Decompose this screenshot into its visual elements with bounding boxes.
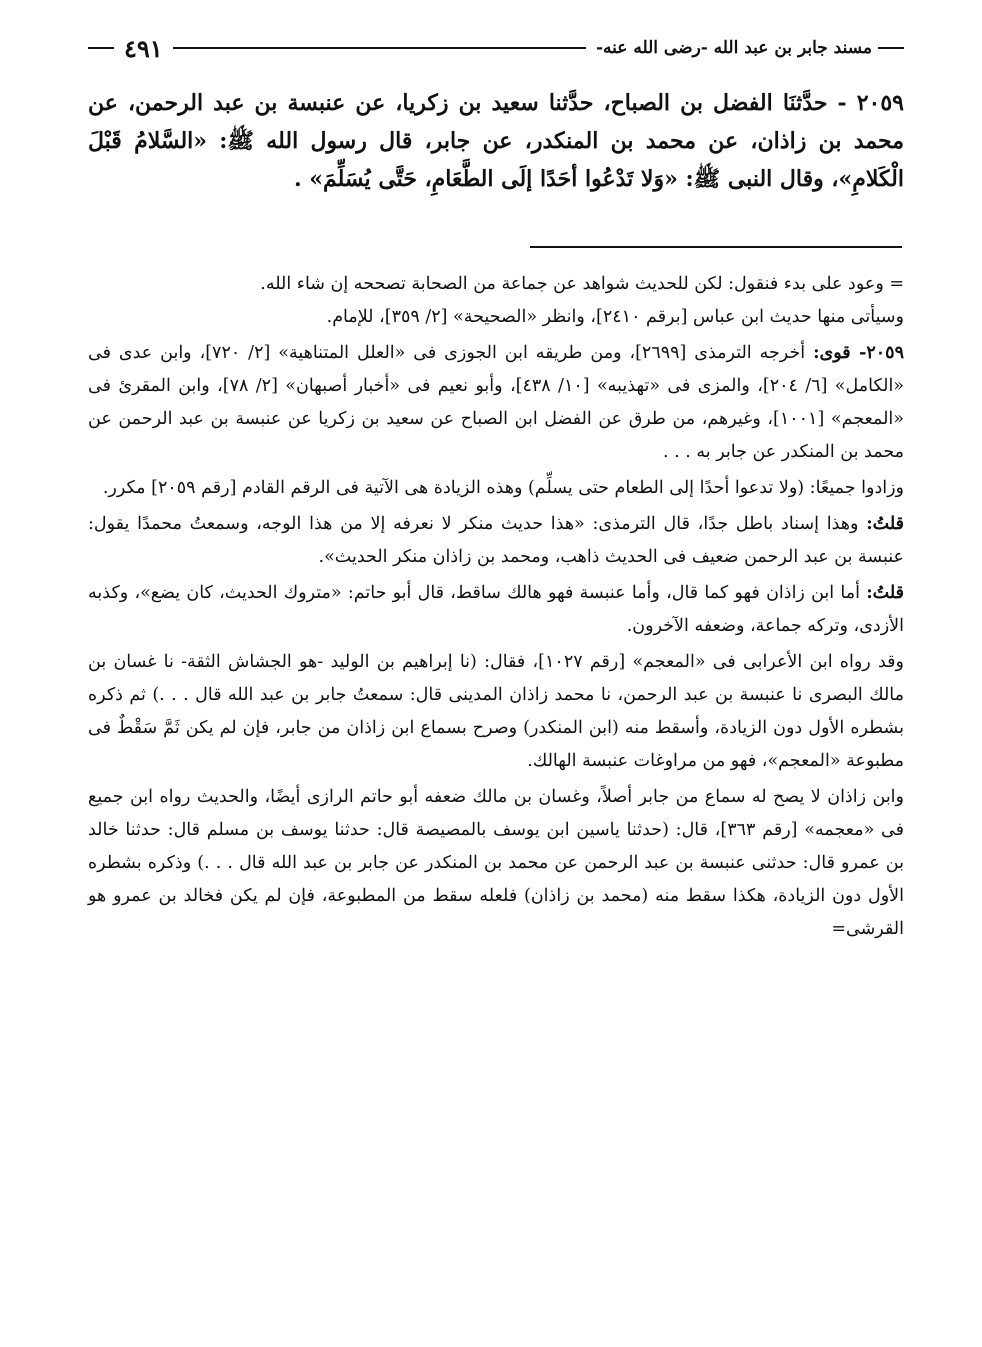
note-grade-label: ٢٠٥٩- قوى:: [813, 343, 904, 363]
note-continuation: [88, 268, 904, 334]
note-comment: [88, 508, 904, 574]
note-comment-text: وهذا إسناد باطل جدًا، قال الترمذى: «هذا حديث منكر لا نعرفه إلا من هذا الوجه، وسمعتُ محمدًا يقول: عنبسة بن عبد الرحمن ضعيف فى الحديث ذاهب، ومحمد بن زاذان منكر الحديث».: [88, 514, 904, 567]
header-dash-left: [88, 47, 114, 49]
note-comment-text: أما ابن زاذان فهو كما قال، وأما عنبسة فهو هالك ساقط، قال أبو حاتم: «متروك الحديث، كان يضع»، وكذبه الأزدى، وتركه جماعة، وضعفه الآخرون.: [88, 583, 904, 636]
note-paragraph: وابن زاذان لا يصح له سماع من جابر أصلاً، وغسان بن مالك ضعفه أبو حاتم الرازى أيضًا، والحديث رواه ابن جميع فى «معجمه» [رقم ٣٦٣]، قال: (حدثنا ياسين ابن يوسف بالمصيصة قال: حدثنا يوسف بن مسلم قال: حدثنا خالد بن عمرو قال: حدثنى عنبسة بن عبد الرحمن عن محمد بن المنكدر عن جابر بن عبد الله قال . . .) وذكره بشطره الأول دون الزيادة، هكذا سقط منه (محمد بن زاذان) فلعله سقط من المطبوعة، فإن لم يكن فخالد بن عمرو هو القرشى=: [88, 787, 904, 939]
page-number: ٤٩١: [124, 33, 163, 63]
note-comment-label: قلتُ:: [866, 514, 904, 534]
note-takhrij: [88, 337, 904, 469]
footnote-separator: [530, 246, 902, 248]
note-comment: [88, 577, 904, 643]
note-paragraph: وقد رواه ابن الأعرابى فى «المعجم» [رقم ١٠٢٧]، فقال: (نا إبراهيم بن الوليد -هو الجشاش الثقة- نا غسان بن مالك البصرى نا عنبسة بن عبد الرحمن، نا محمد زاذان المدينى قال: سمعتُ جابر بن عبد الله قال . . .) ثم ذكره بشطره الأول دون الزيادة، وأسقط منه (ابن المنكدر) وصرح بسماع ابن زاذان من جابر، فإن لم يكن ثَمَّ سَقْطٌ فى مطبوعة «المعجم»، فهو من مراوغات عنبسة الهالك.: [88, 652, 904, 771]
hadith-text: [88, 84, 904, 198]
page-header: [88, 28, 904, 68]
note-addition: وزادوا جميعًا: (ولا تدعوا أحدًا إلى الطعام حتى يسلِّم) وهذه الزيادة هى الآتية فى الرقم القادم [رقم ٢٠٥٩] مكرر.: [102, 478, 904, 498]
footnotes: [88, 268, 904, 949]
note-line: = وعود على بدء فنقول: لكن للحديث شواهد عن جماعة من الصحابة تصححه إن شاء الله.: [260, 274, 904, 294]
header-dash-right: [878, 47, 904, 49]
note-takhrij-text: أخرجه الترمذى [٢٦٩٩]، ومن طريقه ابن الجوزى فى «العلل المتناهية» [٢/ ٧٢٠]، وابن عدى فى «الكامل» [٦/ ٢٠٤]، والمزى فى «تهذيبه» [١٠/ ٤٣٨]، وأبو نعيم فى «أخبار أصبهان» [٢/ ٧٨]، وابن المقرئ فى «المعجم» [١٠٠١]، وغيرهم، من طرق عن الفضل ابن الصباح عن سعيد بن زكريا عن عنبسة بن عبد الرحمن عن محمد بن المنكدر عن جابر به . . .: [88, 343, 905, 462]
running-title: مسند جابر بن عبد الله -رضى الله عنه-: [595, 38, 872, 58]
header-rule: [173, 47, 586, 49]
hadith-number: ٢٠٥٩ -: [837, 90, 904, 116]
hadith-body: حدَّثنَا الفضل بن الصباح، حدَّثنا سعيد بن زكريا، عن عنبسة بن عبد الرحمن، عن محمد بن زاذان، عن محمد بن المنكدر، عن جابر، قال رسول الله ﷺ: «السَّلامُ قَبْلَ الْكَلامِ»، وقال النبى ﷺ: «وَلا تَدْعُوا أحَدًا إلَى الطَّعَامِ، حَتَّى يُسَلِّمَ» .: [88, 90, 904, 192]
note-line: وسيأتى منها حديث ابن عباس [برقم ٢٤١٠]، وانظر «الصحيحة» [٢/ ٣٥٩]، للإمام.: [326, 307, 904, 327]
note-comment-label: قلتُ:: [866, 583, 904, 603]
